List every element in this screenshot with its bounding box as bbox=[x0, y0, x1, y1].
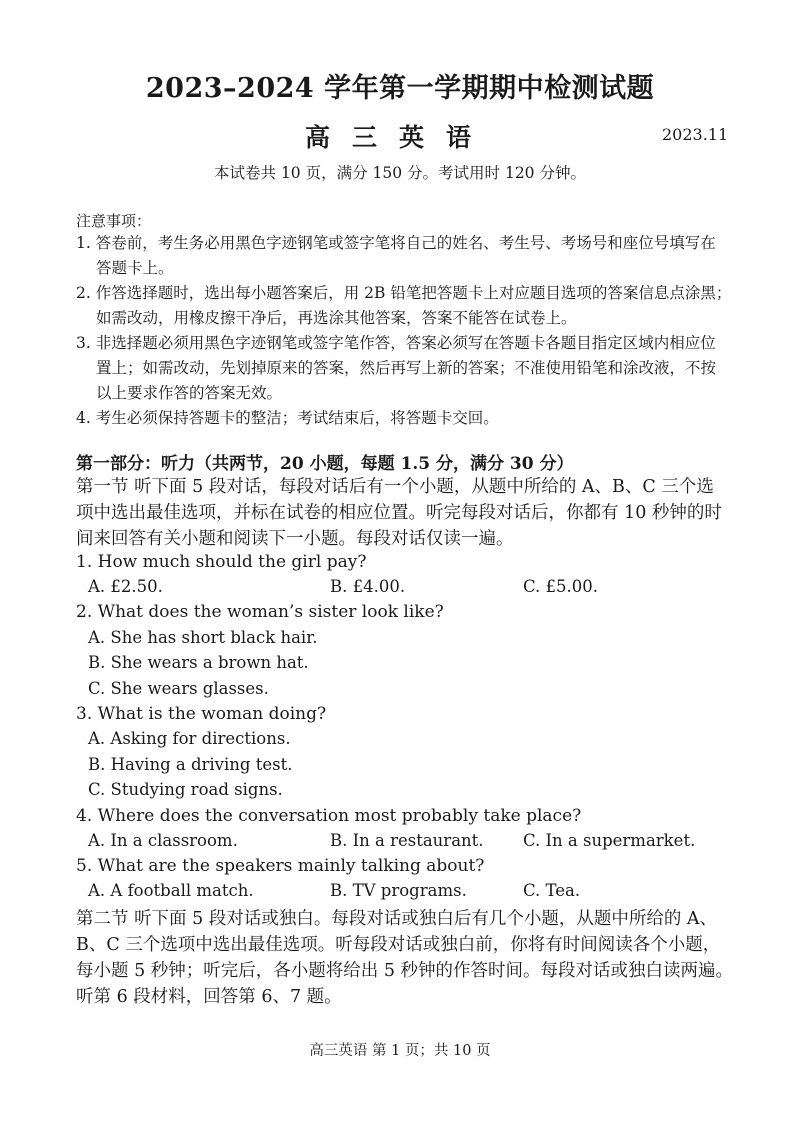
section2-line: 听第 6 段材料，回答第 6、7 题。 bbox=[76, 987, 342, 1007]
option-1b: B. £4.00. bbox=[330, 577, 406, 596]
exam-intro: 本试卷共 10 页，满分 150 分。考试用时 120 分钟。 bbox=[214, 164, 586, 182]
option-3b: B. Having a driving test. bbox=[88, 755, 293, 774]
section1-line: 项中选出最佳选项，并标在试卷的相应位置。听完每段对话后，你都有 10 秒钟的时 bbox=[76, 503, 722, 523]
notice-line: 置上；如需改动，先划掉原来的答案，然后再写上新的答案；不准使用铅笔和涂改液，不按 bbox=[96, 359, 717, 377]
option-3c: C. Studying road signs. bbox=[88, 780, 283, 799]
section2-line: 第二节 听下面 5 段对话或独白。每段对话或独白后有几个小题，从题中所给的 A、 bbox=[76, 909, 718, 929]
option-3a: A. Asking for directions. bbox=[88, 729, 291, 748]
section2-line: B、C 三个选项中选出最佳选项。听每段对话或独白前，你将有时间阅读各个小题， bbox=[76, 935, 721, 955]
part1-heading: 第一部分：听力（共两节，20 小题，每题 1.5 分，满分 30 分） bbox=[76, 454, 574, 474]
notice-line: 如需改动，用橡皮擦干净后，再选涂其他答案，答案不能答在试卷上。 bbox=[96, 309, 577, 327]
notice-line: 以上要求作答的答案无效。 bbox=[96, 384, 283, 402]
notice-heading: 注意事项： bbox=[76, 212, 152, 230]
question-5: 5. What are the speakers mainly talking about? bbox=[76, 856, 485, 876]
section2-line: 每小题 5 秒钟；听完后，各小题将给出 5 秒钟的作答时间。每段对话或独白读两遍。 bbox=[76, 961, 734, 981]
section1-line: 间来回答有关小题和阅读下一小题。每段对话仅读一遍。 bbox=[76, 529, 514, 549]
notice-line: 1. 答卷前，考生务必用黑色字迹钢笔或签字笔将自己的姓名、考生号、考场号和座位号填写在 bbox=[76, 234, 716, 252]
exam-title: 2023–2024 学年第一学期期中检测试题 bbox=[145, 73, 655, 104]
exam-date: 2023.11 bbox=[662, 125, 729, 144]
notice-line: 答题卡上。 bbox=[96, 259, 174, 277]
question-4: 4. Where does the conversation most probably take place? bbox=[76, 806, 582, 826]
question-1: 1. How much should the girl pay? bbox=[76, 552, 367, 572]
option-5c: C. Tea. bbox=[523, 881, 581, 900]
subject-title: 高三英语 bbox=[305, 123, 494, 152]
option-2a: A. She has short black hair. bbox=[88, 628, 318, 647]
page-footer: 高三英语 第 1 页；共 10 页 bbox=[309, 1043, 491, 1059]
question-2: 2. What does the woman’s sister look like? bbox=[76, 602, 444, 622]
option-1a: A. £2.50. bbox=[88, 577, 163, 596]
option-4a: A. In a classroom. bbox=[88, 831, 238, 850]
option-2c: C. She wears glasses. bbox=[88, 679, 269, 698]
question-3: 3. What is the woman doing? bbox=[76, 704, 327, 724]
option-4b: B. In a restaurant. bbox=[330, 831, 484, 850]
notice-line: 3. 非选择题必须用黑色字迹钢笔或签字笔作答，答案必须写在答题卡各题目指定区域内相应位 bbox=[76, 334, 716, 352]
section1-line: 第一节 听下面 5 段对话，每段对话后有一个小题，从题中所给的 A、B、C 三个选 bbox=[76, 477, 714, 497]
option-5b: B. TV programs. bbox=[330, 881, 467, 900]
option-2b: B. She wears a brown hat. bbox=[88, 653, 309, 672]
option-4c: C. In a supermarket. bbox=[523, 831, 696, 850]
option-1c: C. £5.00. bbox=[523, 577, 599, 596]
notice-line: 4. 考生必须保持答题卡的整洁；考试结束后，将答题卡交回。 bbox=[76, 409, 499, 427]
notice-line: 2. 作答选择题时，选出每小题答案后，用 2B 铅笔把答题卡上对应题目选项的答案信息点涂黑； bbox=[76, 284, 732, 302]
option-5a: A. A football match. bbox=[88, 881, 254, 900]
